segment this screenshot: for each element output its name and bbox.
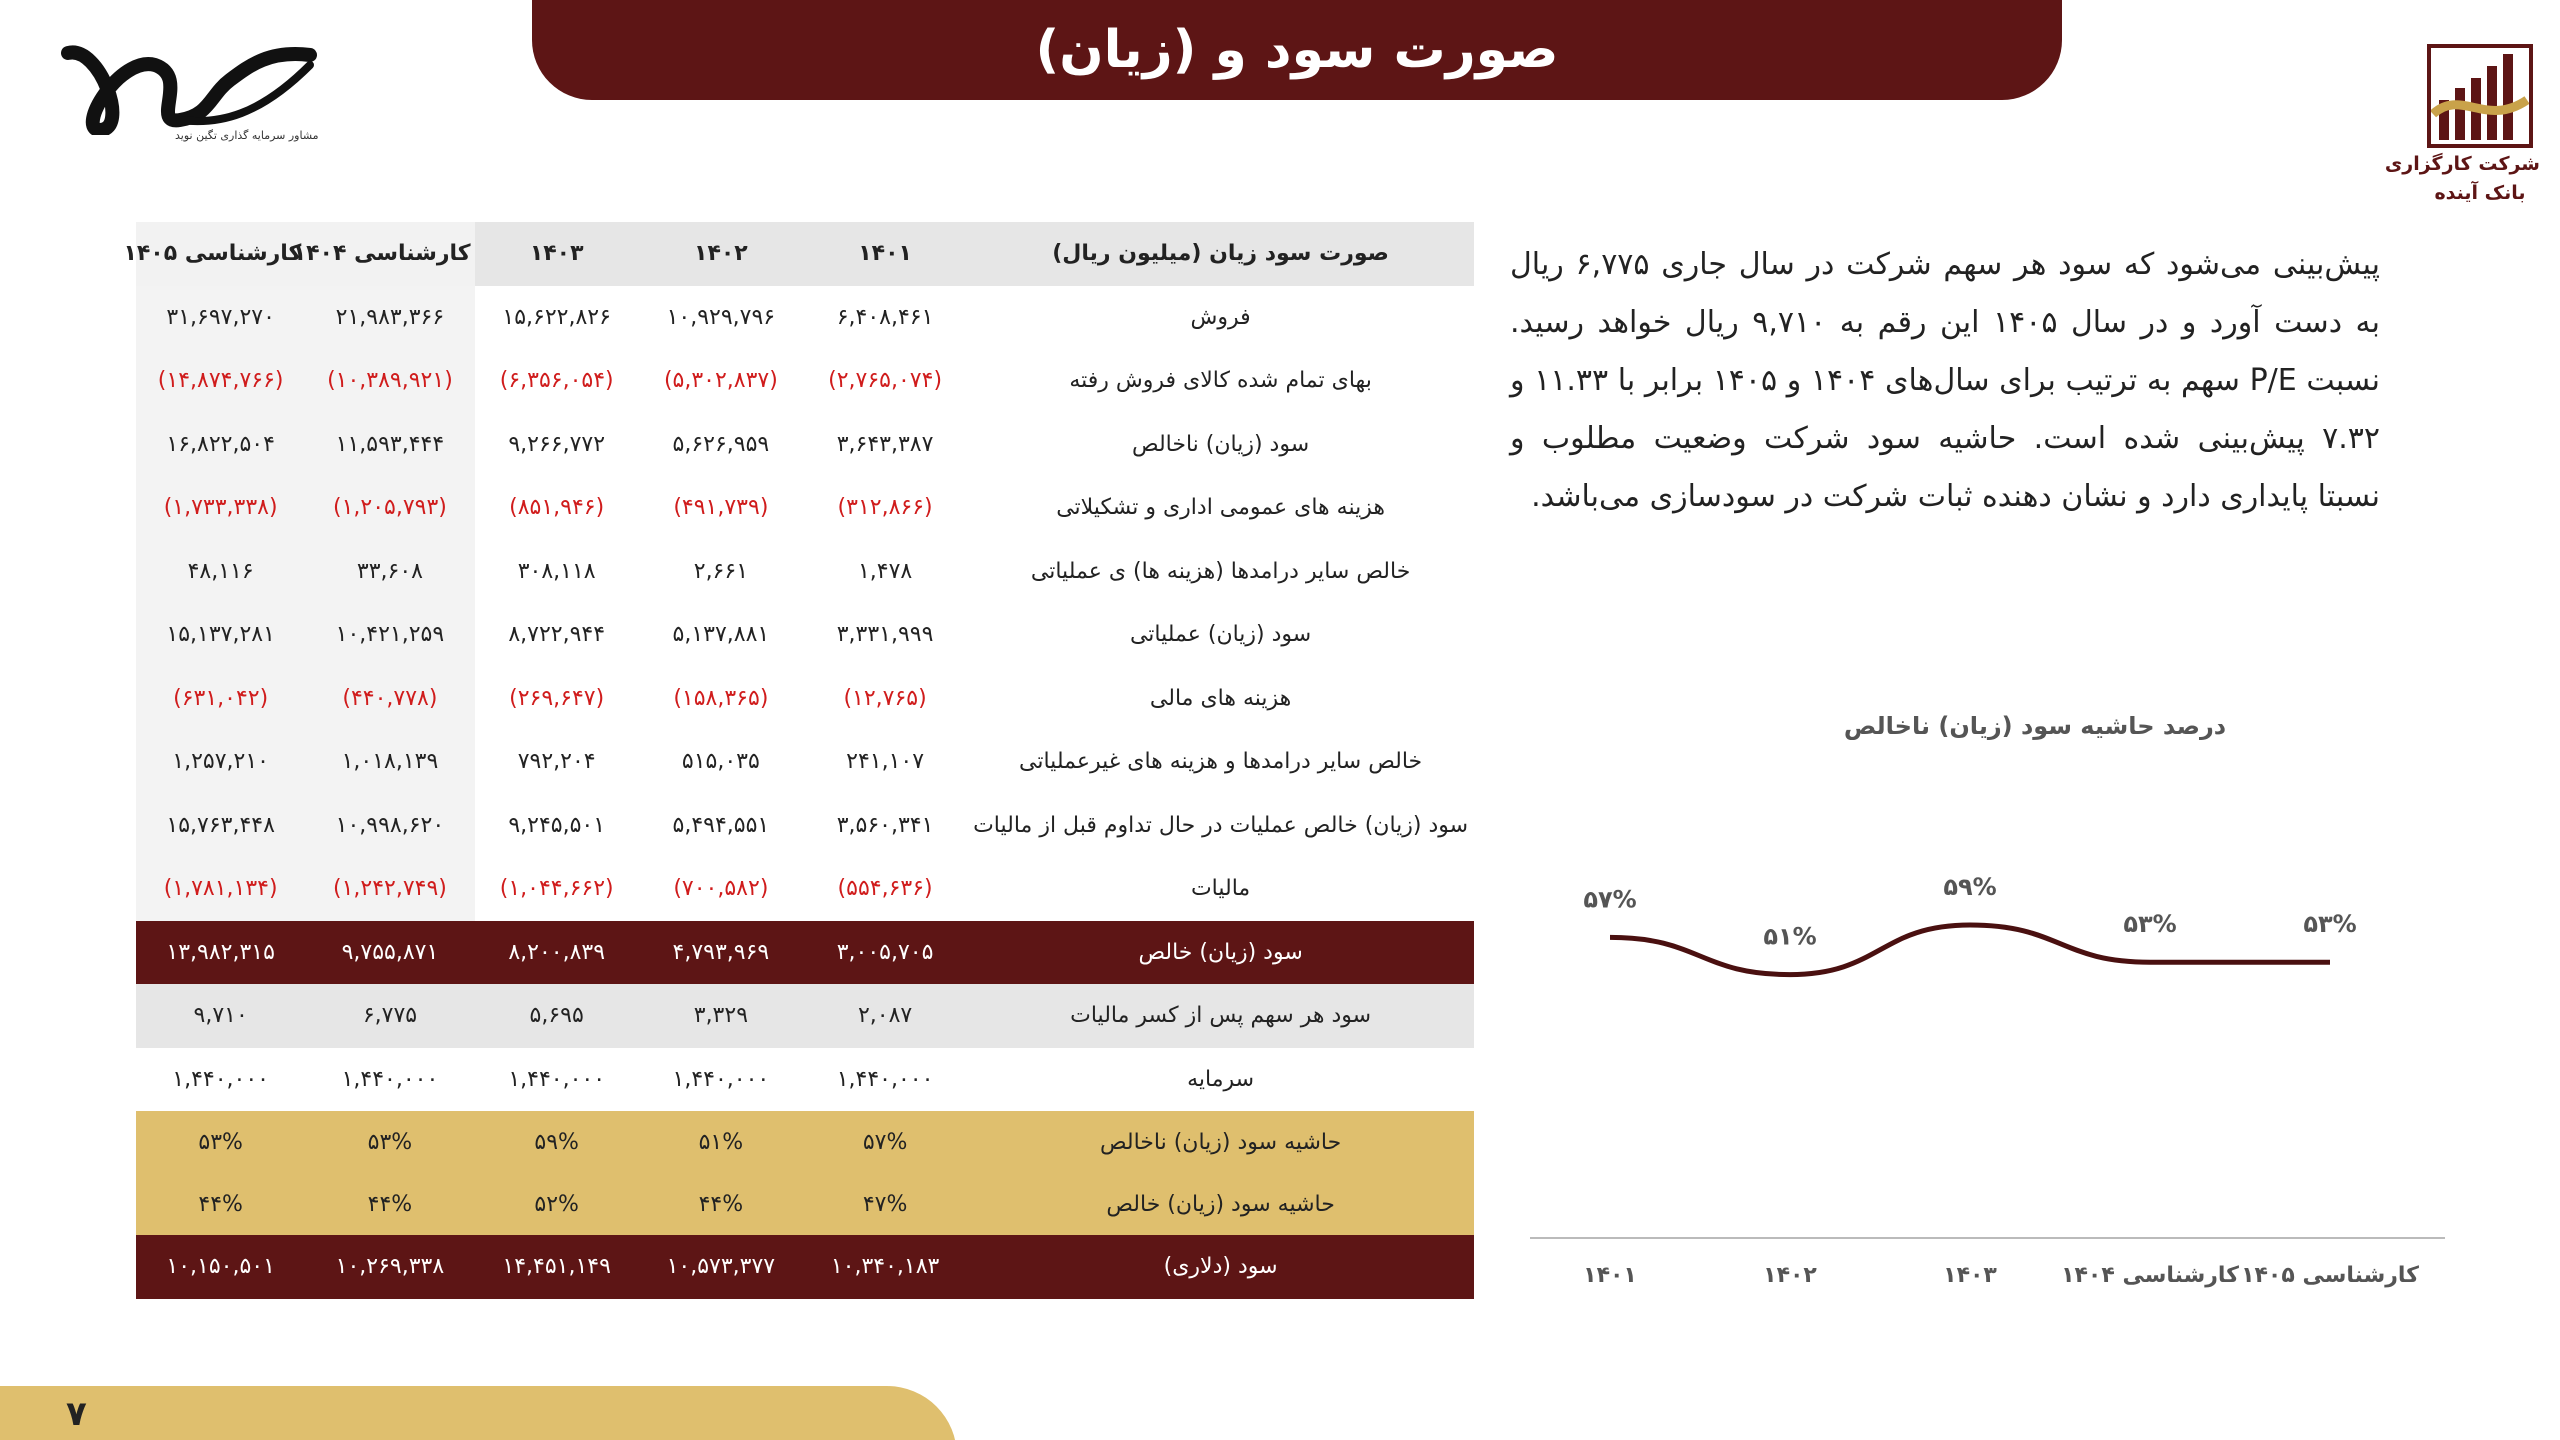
row-value: ۳۰۸,۱۱۸ <box>517 558 596 584</box>
row-value: ۳,۳۳۱,۹۹۹ <box>836 622 934 648</box>
row-label: بهای تمام شده کالای فروش رفته <box>1069 368 1372 394</box>
row-value: ۱,۴۴۰,۰۰۰ <box>305 1048 474 1112</box>
row-value: (۵,۳۰۲,۸۳۷) <box>663 368 778 394</box>
row-label: سرمایه <box>967 1048 1474 1112</box>
row-value: ۱۵,۷۶۳,۴۴۸ <box>136 794 305 858</box>
chart-title: درصد حاشیه سود (زیان) ناخالص <box>1843 712 2227 740</box>
row-value: (۱,۲۴۲,۷۴۹) <box>305 857 474 921</box>
row-value: (۳۱۲,۸۶۶) <box>837 495 933 521</box>
broker-logo <box>2384 44 2540 214</box>
row-value: ۱۰,۲۶۹,۳۳۸ <box>305 1235 474 1299</box>
row-value: ۴۴% <box>639 1173 803 1235</box>
table-row <box>136 540 1474 604</box>
footer-bar <box>0 1386 957 1440</box>
row-value: (۴۴۰,۷۷۸) <box>305 667 474 731</box>
broker-name-line2: بانک آینده <box>2434 182 2526 204</box>
row-value: ۸,۲۰۰,۸۳۹ <box>475 921 639 985</box>
row-value: ۱۰,۱۵۰,۵۰۱ <box>136 1235 305 1299</box>
table-row <box>136 857 1474 921</box>
row-value: ۱۰,۵۷۳,۳۷۷ <box>639 1235 803 1299</box>
row-value: ۵۷% <box>803 1111 967 1173</box>
row-value: ۶,۷۷۵ <box>305 984 474 1048</box>
table-header-row <box>136 222 1474 286</box>
row-value: ۶,۴۰۸,۴۶۱ <box>836 304 934 330</box>
row-value: ۷۹۲,۲۰۴ <box>517 749 596 775</box>
row-value: (۱۰,۳۸۹,۹۲۱) <box>305 349 474 413</box>
chart-data-label: ۵۷% <box>1583 885 1637 914</box>
table-row <box>136 1235 1474 1299</box>
chart-x-tick-label: ۱۴۰۳ <box>1943 1263 1997 1288</box>
page-number: ۷ <box>66 1394 87 1434</box>
row-value: ۲۴۱,۱۰۷ <box>846 749 925 775</box>
row-value: (۱۲,۷۶۵) <box>843 685 927 711</box>
chart-x-tick-label: کارشناسی ۱۴۰۵ <box>2241 1263 2419 1288</box>
table-header-year: ۱۴۰۱ <box>803 222 967 286</box>
row-label: فروش <box>1190 304 1251 330</box>
table-row <box>136 413 1474 477</box>
table-row <box>136 667 1474 731</box>
table-row <box>136 1173 1474 1235</box>
row-label: خالص سایر درامدها و هزینه های غیرعملیاتی <box>1019 749 1423 775</box>
row-value: (۶,۳۵۶,۰۵۴) <box>499 368 614 394</box>
row-value: ۳۱,۶۹۷,۲۷۰ <box>136 286 305 350</box>
row-value: ۳,۰۰۵,۷۰۵ <box>803 921 967 985</box>
commentary-paragraph: پیش‌بینی می‌شود که سود هر سهم شرکت در سال جاری ۶,۷۷۵ ریال به دست آورد و در سال ۱۴۰۵ این رقم به ۹,۷۱۰ ریال خواهد رسید. <box>1510 247 2380 340</box>
row-value: ۳,۶۴۳,۳۸۷ <box>836 431 934 457</box>
row-value: ۱۱,۵۹۳,۴۴۴ <box>305 413 474 477</box>
table-header-year: ۱۴۰۳ <box>475 222 639 286</box>
table-header-year: کارشناسی ۱۴۰۵ <box>136 222 305 286</box>
row-label: سود (دلاری) <box>967 1235 1474 1299</box>
row-value: (۷۰۰,۵۸۲) <box>673 876 769 902</box>
row-value: ۱۰,۹۲۹,۷۹۶ <box>666 304 776 330</box>
row-value: ۴۸,۱۱۶ <box>136 540 305 604</box>
row-label: مالیات <box>1190 876 1251 902</box>
chart-data-label: ۵۱% <box>1763 922 1817 951</box>
row-value: ۲۱,۹۸۳,۳۶۶ <box>305 286 474 350</box>
commentary-text <box>1510 236 2380 526</box>
row-value: ۵۹% <box>475 1111 639 1173</box>
row-value: ۴,۷۹۳,۹۶۹ <box>639 921 803 985</box>
row-value: ۱۵,۱۳۷,۲۸۱ <box>136 603 305 667</box>
row-value: ۱,۴۴۰,۰۰۰ <box>475 1048 639 1112</box>
commentary-paragraph: حاشیه سود شرکت وضعیت مطلوب و نسبتا پایداری دارد و نشان دهنده ثبات شرکت در سودسازی می‌باشد. <box>1510 421 2380 514</box>
row-value: (۱۴,۸۷۴,۷۶۶) <box>136 349 305 413</box>
row-value: (۶۳۱,۰۴۲) <box>136 667 305 731</box>
table-row <box>136 921 1474 985</box>
row-value: ۱۴,۴۵۱,۱۴۹ <box>475 1235 639 1299</box>
row-value: ۱,۰۱۸,۱۳۹ <box>305 730 474 794</box>
table-header-year: ۱۴۰۲ <box>639 222 803 286</box>
row-value: ۱۰,۹۹۸,۶۲۰ <box>305 794 474 858</box>
row-value: (۱,۷۸۱,۱۳۴) <box>136 857 305 921</box>
chart-x-tick-label: ۱۴۰۱ <box>1583 1263 1637 1288</box>
table-header-label: صورت سود زیان (میلیون ریال) <box>967 222 1474 286</box>
row-value: ۵۱۵,۰۳۵ <box>681 749 760 775</box>
table-row <box>136 1048 1474 1112</box>
row-value: ۱,۴۴۰,۰۰۰ <box>639 1048 803 1112</box>
table-row <box>136 730 1474 794</box>
row-value: ۹,۷۵۵,۸۷۱ <box>305 921 474 985</box>
row-value: ۹,۷۱۰ <box>136 984 305 1048</box>
row-label: سود (زیان) عملیاتی <box>1129 622 1312 648</box>
row-value: ۱,۴۴۰,۰۰۰ <box>803 1048 967 1112</box>
row-value: ۱۵,۶۲۲,۸۲۶ <box>502 304 611 330</box>
row-value: (۱,۰۴۴,۶۶۲) <box>499 876 614 902</box>
row-value: ۴۴% <box>136 1173 305 1235</box>
row-value: ۳,۵۶۰,۳۴۱ <box>836 812 934 838</box>
row-value: (۲۶۹,۶۴۷) <box>509 685 605 711</box>
row-value: ۹,۲۶۶,۷۷۲ <box>508 431 606 457</box>
row-value: ۴۴% <box>305 1173 474 1235</box>
row-value: ۸,۷۲۲,۹۴۴ <box>508 622 606 648</box>
chart-data-label: ۵۳% <box>2123 910 2177 939</box>
row-value: (۱,۷۳۳,۳۳۸) <box>136 476 305 540</box>
row-label: سود (زیان) خالص <box>967 921 1474 985</box>
row-value: ۱,۴۷۸ <box>857 558 913 584</box>
row-value: ۵۳% <box>136 1111 305 1173</box>
broker-name-line1: شرکت کارگزاری <box>2384 153 2540 175</box>
row-label: هزینه های عمومی اداری و تشکیلاتی <box>1056 495 1385 521</box>
row-value: ۱۶,۸۲۲,۵۰۴ <box>136 413 305 477</box>
row-label: هزینه های مالی <box>1149 685 1292 711</box>
gross-margin-chart <box>1530 690 2460 1310</box>
chart-data-label: ۵۹% <box>1943 873 1997 901</box>
row-value: (۵۵۴,۶۳۶) <box>837 876 933 902</box>
row-value: ۵,۴۹۴,۵۵۱ <box>672 812 770 838</box>
row-value: ۵۳% <box>305 1111 474 1173</box>
title-banner <box>532 0 2062 100</box>
table-row <box>136 603 1474 667</box>
row-value: (۴۹۱,۷۳۹) <box>673 495 769 521</box>
table-row <box>136 794 1474 858</box>
table-row <box>136 1111 1474 1173</box>
row-label: سود هر سهم پس از کسر مالیات <box>967 984 1474 1048</box>
row-label: سود (زیان) ناخالص <box>1132 431 1310 457</box>
row-value: ۱۰,۳۴۰,۱۸۳ <box>803 1235 967 1299</box>
advisor-tagline: مشاور سرمایه گذاری تگین نوید <box>175 129 319 142</box>
row-value: (۸۵۱,۹۴۶) <box>509 495 605 521</box>
row-value: ۵,۶۲۶,۹۵۹ <box>672 431 770 457</box>
row-value: ۵۱% <box>639 1111 803 1173</box>
table-row <box>136 476 1474 540</box>
row-value: ۲,۶۶۱ <box>693 558 749 584</box>
table-row <box>136 984 1474 1048</box>
row-value: ۱,۴۴۰,۰۰۰ <box>136 1048 305 1112</box>
row-label: حاشیه سود (زیان) ناخالص <box>967 1111 1474 1173</box>
row-value: ۵,۱۳۷,۸۸۱ <box>672 622 770 648</box>
row-value: (۱۵۸,۳۶۵) <box>673 685 769 711</box>
row-value: ۲,۰۸۷ <box>803 984 967 1048</box>
row-value: ۱,۲۵۷,۲۱۰ <box>136 730 305 794</box>
row-label: سود (زیان) خالص عملیات در حال تداوم قبل از مالیات <box>973 812 1469 838</box>
row-value: ۹,۲۴۵,۵۰۱ <box>508 812 606 838</box>
row-value: ۴۷% <box>803 1173 967 1235</box>
page-title: صورت سود و (زیان) <box>1035 20 1559 80</box>
row-value: ۱۰,۴۲۱,۲۵۹ <box>305 603 474 667</box>
advisor-logo <box>60 35 330 155</box>
row-label: خالص سایر درامدها (هزینه ها) ی عملیاتی <box>1030 558 1411 584</box>
commentary-paragraph: نسبت P/E سهم به ترتیب برای سال‌های ۱۴۰۴ و ۱۴۰۵ برابر با ۱۱.۳۳ و ۷.۳۲ پیش‌بینی شده است. <box>1510 363 2380 456</box>
table-row <box>136 349 1474 413</box>
row-value: ۳,۳۲۹ <box>639 984 803 1048</box>
chart-x-tick-label: کارشناسی ۱۴۰۴ <box>2061 1263 2239 1288</box>
advisor-logo-mark-icon <box>60 35 330 135</box>
row-label: حاشیه سود (زیان) خالص <box>967 1173 1474 1235</box>
row-value: ۳۳,۶۰۸ <box>305 540 474 604</box>
row-value: ۱۳,۹۸۲,۳۱۵ <box>136 921 305 985</box>
gross-margin-chart-svg <box>1530 690 2460 1310</box>
row-value: ۵,۶۹۵ <box>475 984 639 1048</box>
chart-x-tick-label: ۱۴۰۲ <box>1763 1263 1817 1288</box>
table-row <box>136 286 1474 350</box>
broker-logo-mark-icon <box>2427 44 2533 148</box>
table-header-year: کارشناسی ۱۴۰۴ <box>305 222 474 286</box>
row-value: ۵۲% <box>475 1173 639 1235</box>
income-statement-table <box>123 222 1474 1299</box>
row-value: (۱,۲۰۵,۷۹۳) <box>305 476 474 540</box>
row-value: (۲,۷۶۵,۰۷۴) <box>828 368 943 394</box>
chart-data-label: ۵۳% <box>2303 910 2357 939</box>
